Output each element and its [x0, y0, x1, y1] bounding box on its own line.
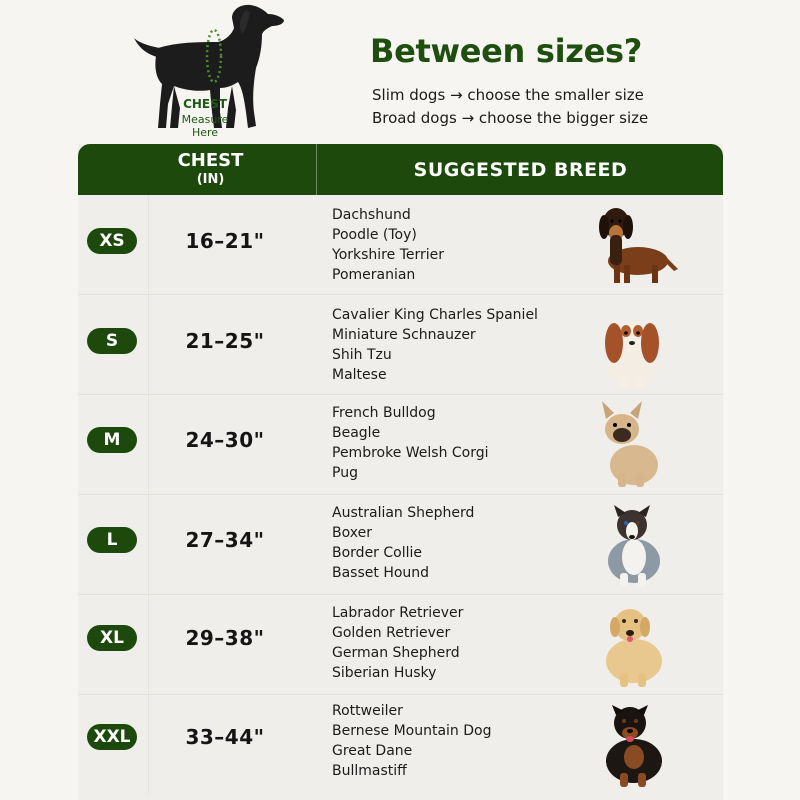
breed-name: Bernese Mountain Dog	[332, 723, 492, 739]
table-row-s	[78, 295, 723, 395]
tip-broad-dogs: Broad dogs → choose the bigger size	[372, 109, 649, 127]
breed-name: Maltese	[332, 367, 387, 383]
breed-name: Beagle	[332, 425, 381, 441]
breed-name: Bullmastiff	[332, 763, 407, 779]
rottweiler-photo	[572, 695, 682, 791]
measure-label-line-2: Here	[191, 126, 219, 139]
breed-list	[332, 403, 572, 483]
dachshund-photo	[572, 197, 682, 293]
breed-name: Australian Shepherd	[332, 505, 475, 521]
column-divider	[148, 395, 149, 495]
breed-name: Rottweiler	[332, 703, 403, 719]
breed-name: Border Collie	[332, 545, 423, 561]
size-badge: S	[87, 328, 137, 354]
size-badge: M	[87, 427, 137, 453]
header-divider	[316, 144, 317, 195]
chest-column-header: CHEST	[177, 150, 244, 171]
column-divider	[148, 195, 149, 295]
breed-name: French Bulldog	[332, 405, 436, 421]
breed-name: Golden Retriever	[332, 625, 451, 641]
chest-range: 24–30"	[185, 428, 265, 452]
breed-name: Dachshund	[332, 207, 411, 223]
chest-range: 21–25"	[185, 329, 265, 353]
tip-slim-dogs: Slim dogs → choose the smaller size	[372, 86, 644, 104]
column-divider	[148, 695, 149, 795]
breed-list	[332, 305, 572, 385]
french-bulldog-photo	[572, 395, 682, 491]
cavalier-spaniel-photo	[572, 297, 682, 393]
breed-name: Miniature Schnauzer	[332, 327, 476, 343]
table-row-l	[78, 495, 723, 595]
breed-name: Basset Hound	[332, 565, 430, 581]
table-row-xl	[78, 595, 723, 695]
measure-label-line-1: Measure	[181, 113, 229, 126]
breed-name: Labrador Retriever	[332, 605, 464, 621]
table-header	[78, 144, 723, 195]
breed-name: Cavalier King Charles Spaniel	[332, 307, 538, 323]
breed-name: Pomeranian	[332, 267, 416, 283]
column-divider	[148, 295, 149, 395]
chest-column-unit: (IN)	[196, 172, 225, 187]
size-table	[78, 144, 723, 800]
column-divider	[148, 595, 149, 695]
table-row-m	[78, 395, 723, 495]
breed-list	[332, 701, 572, 781]
table-row-xxl	[78, 695, 723, 795]
labrador-photo	[572, 595, 682, 691]
chest-range: 27–34"	[185, 528, 265, 552]
size-badge: L	[87, 527, 137, 553]
column-divider	[148, 495, 149, 595]
table-row-xs	[78, 195, 723, 295]
breed-name: German Shepherd	[332, 645, 460, 661]
chest-range: 33–44"	[185, 725, 265, 749]
breed-name: Shih Tzu	[332, 347, 392, 363]
size-badge: XXL	[87, 724, 137, 750]
page-title: Between sizes?	[370, 32, 643, 70]
chest-range: 29–38"	[185, 626, 265, 650]
breed-name: Boxer	[332, 525, 372, 541]
measure-here-label	[170, 113, 240, 139]
australian-shepherd-photo	[572, 495, 682, 591]
breed-list	[332, 603, 572, 683]
chest-diagram-label: CHEST	[183, 97, 227, 111]
breed-name: Great Dane	[332, 743, 413, 759]
breed-column-header: SUGGESTED BREED	[413, 159, 628, 181]
size-badge: XS	[87, 228, 137, 254]
breed-name: Yorkshire Terrier	[332, 247, 444, 263]
breed-list	[332, 503, 572, 583]
breed-name: Pug	[332, 465, 358, 481]
chest-range: 16–21"	[185, 229, 265, 253]
breed-list	[332, 205, 572, 285]
breed-name: Siberian Husky	[332, 665, 437, 681]
header	[0, 0, 800, 144]
breed-name: Pembroke Welsh Corgi	[332, 445, 489, 461]
breed-name: Poodle (Toy)	[332, 227, 417, 243]
size-badge: XL	[87, 625, 137, 651]
